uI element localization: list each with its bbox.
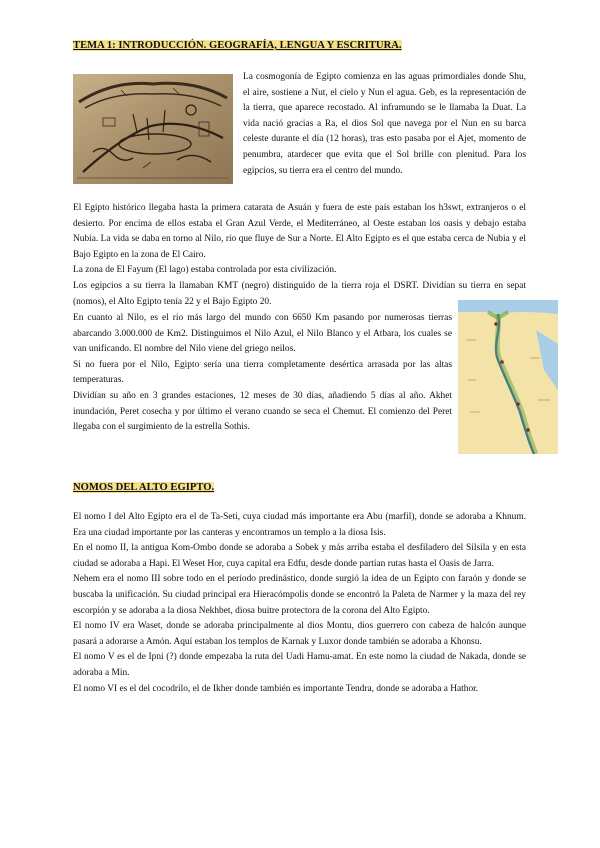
nomo-1-paragraph: El nomo I del Alto Egipto era el de Ta-Seti, cuya ciudad más importante era Abu (marfil), donde se adoraba a Khnum. Era una ciudad importante por las canteras y encontramos un templo a la diosa Isis.: [73, 512, 526, 538]
nile-paragraph: En cuanto al Nilo, es el río más largo del mundo con 6650 Km pasando por numerosas tierras abarcando 3.000.000 de Km2. Distinguimos el Nilo Azul, el Nilo Blanco y el Atbara, los cuales se van unificando. El nombre del Nilo viene del griego neilos.: [73, 313, 452, 355]
asuan-paragraph: El Egipto histórico llegaba hasta la primera catarata de Asuán y fuera de este país estaban los h3swt, extranjeros o el desierto. Por encima de ellos estaba el Gran Azul Verde, el Mediterráneo, al Oeste estaban los oasis y debajo estaba Nubia. La vida se daba en torno al Nilo, río que fluye de Sur a Norte. El Alto Egipto es el que estaba cerca de Nubia y el Bajo Egipto en la zona de El Cairo.: [73, 203, 526, 260]
nile-map-image: [458, 300, 558, 454]
nomo-5-paragraph: El nomo V es el de Ipni (?) donde empezaba la ruta del Uadi Hamu-amat. En este nomo la ciudad de Nakada, donde se adoraba a Min.: [73, 652, 526, 678]
nomo-3-paragraph: Nehem era el nomo III sobre todo en el período predinástico, donde surgió la idea de un Egipto con faraón y donde se buscaba la unificación. Su ciudad principal era Hieracómpolis donde se encontró la Paleta de Narmer y la maza del rey escorpión y se adoraba a la diosa Nekhbet, diosa buitre protectora de la corona del Alto Egipto.: [73, 574, 526, 616]
cosmogony-papyrus-image: [73, 74, 233, 184]
cosmogony-paragraph: La cosmogonía de Egipto comienza en las aguas primordiales donde Shu, el aire, sostiene a Nut, el cielo y Nun el agua. Geb, es la representación de la tierra, que aparece recostado. Al inframundo se le llamaba la Duat. La vida nació gracias a Ra, el dios Sol que navega por el Nun en su barca celeste durante el día (12 horas), tras esto pasaba por el Ajet, momento de penumbra, atardecer que evita que el Sol brille con plenitud. Para los egipcios, su tierra era el centro del mundo.: [243, 72, 526, 176]
kmt-paragraph: Los egipcios a su tierra la llamaban KMT (negro) distinguido de la tierra roja el DSRT. Dividían su tierra en sepat (nomos), el Alto Egipto tenía 22 y el Bajo Egipto 20.: [73, 280, 526, 307]
nomo-2-paragraph: En el nomo II, la antigua Kom-Ombo donde se adoraba a Sobek y más arriba estaba el desfiladero del Silsila y en esta ciudad se adoraba a Hapi. El Weset Hor, cuya capital era Edfu, desde donde partían rutas hasta el Oasis de Jarra.: [73, 543, 526, 569]
geography-block: [73, 201, 526, 310]
nomo-4-paragraph: El nomo IV era Waset, donde se adoraba principalmente al dios Montu, dios guerrero con cabeza de halcón aunque pasará a adorarse a Amón. Aquí estaban los templos de Karnak y Luxor donde también se adoraba a Khonsu.: [73, 621, 526, 647]
fayum-paragraph: La zona de El Fayum (El lago) estaba controlada por esta civilización.: [73, 265, 337, 276]
nomos-section-title: NOMOS DEL ALTO EGIPTO.: [73, 482, 215, 493]
seasons-paragraph: Dividían su año en 3 grandes estaciones, 12 meses de 30 días, añadiendo 5 días al año. Akhet inundación, Peret cosecha y por último el verano cuando se seca el Chemut. El comienzo del Peret llegaba con el surgimiento de la estrella Sothis.: [73, 390, 452, 433]
document-title: TEMA 1: INTRODUCCIÓN. GEOGRAFÍA, LENGUA Y ESCRITURA.: [73, 40, 402, 51]
desert-paragraph: Si no fuera por el Nilo, Egipto sería una tierra completamente desértica arrasada por las altas temperaturas.: [73, 359, 452, 386]
nomo-6-paragraph: El nomo VI es el del cocodrilo, el de Ikher donde también es importante Tendra, donde se adoraba a Hathor.: [73, 683, 479, 694]
nile-block: [73, 311, 452, 436]
nomos-block: [73, 510, 526, 697]
